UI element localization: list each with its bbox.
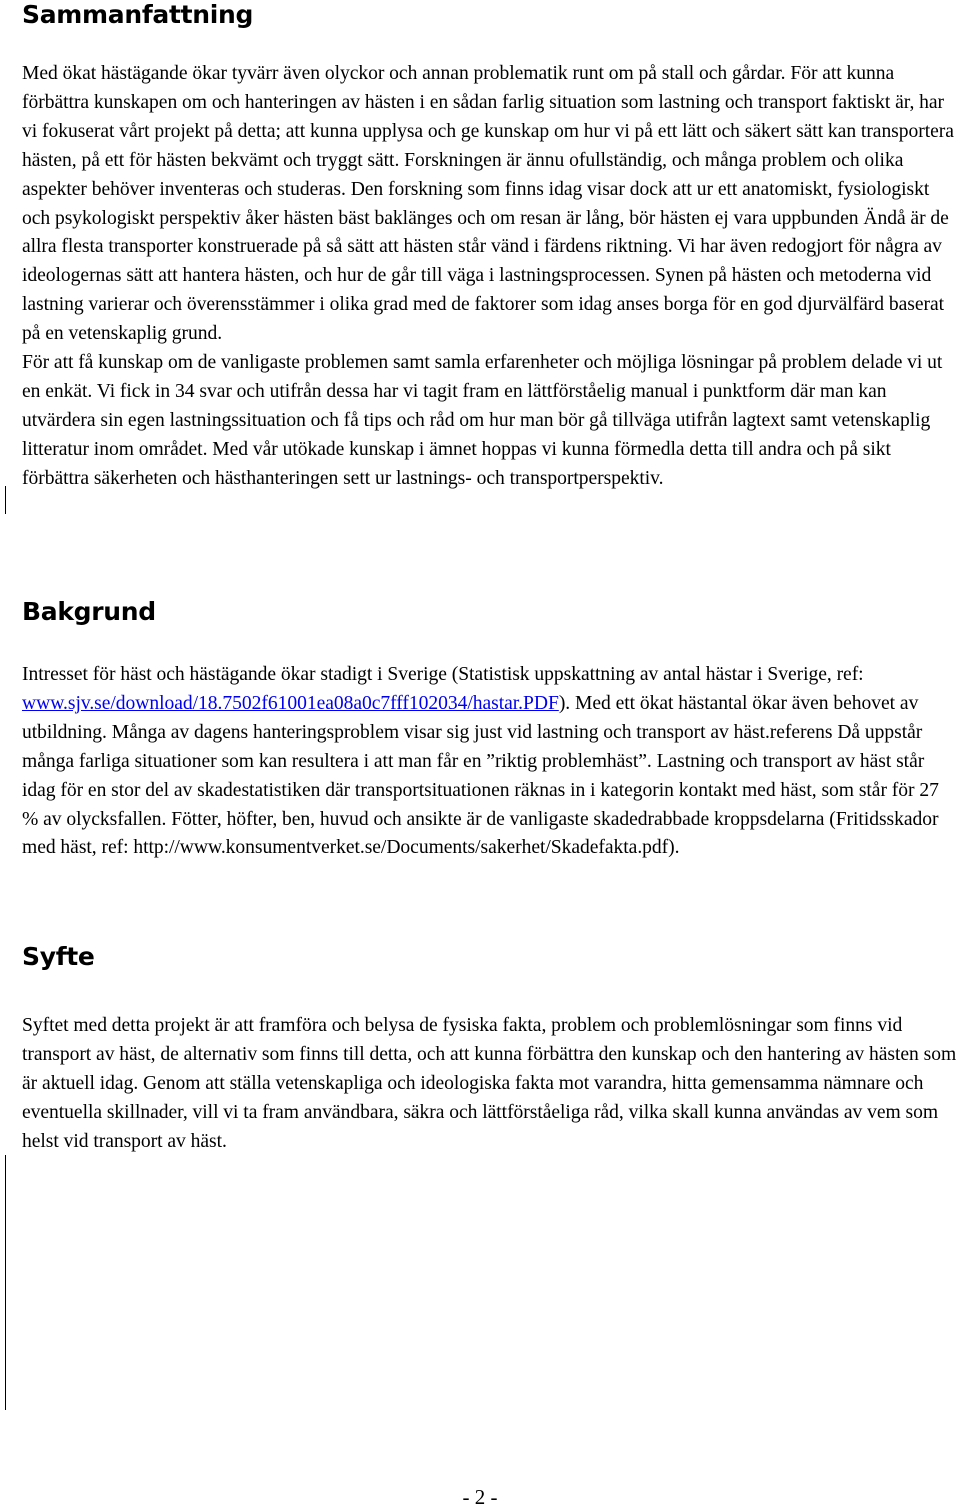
purpose-heading: Syfte — [22, 942, 95, 971]
background-paragraph — [22, 661, 957, 863]
purpose-paragraph: Syftet med detta projekt är att framföra och belysa de fysiska fakta, problem och problemlösningar som finns vid transport av häst, de alternativ som finns till detta, och att kunna förbättra den kunskap och den hantering av hästen som är aktuell idag. Genom att ställa vetenskapliga och ideologiska fakta mot varandra, hitta gemensamma nämnare och eventuella skillnader, vill vi ta fram användbara, säkra och lättförståeliga råd, vilka skall kunna användas av vem som helst vid transport av häst. — [22, 1015, 957, 1152]
summary-paragraph-1: Med ökat hästägande ökar tyvärr även olyckor och annan problematik runt om på stall och gårdar. För att kunna förbättra kunskapen om och hanteringen av hästen i en sådan farlig situation som lastning och transport faktiskt är, har vi fokuserat vårt projekt på detta; att kunna upplysa och ge kunskap om hur vi på ett lätt och säkert sätt kan transportera hästen, på ett för hästen bekvämt och tryggt sätt. Forskningen är ännu ofullständig, och många problem och olika aspekter behöver inventeras och studeras. Den forskning som finns idag visar dock att ur ett anatomiskt, fysiologiskt och psykologiskt perspektiv åker hästen bäst baklänges och om resan är lång, bör hästen ej vara uppbunden Ändå är de allra flesta transporter konstruerade på så sätt att hästen står vänd i färdens riktning. Vi har även redogjort för några av ideologernas sätt att hantera hästen, och hur de går till väga i lastningsprocessen. Synen på hästen och metoderna vid lastning varierar och överensstämmer i olika grad med de faktorer som idag anses borga för en god djurvälfärd baserat på en vetenskaplig grund. — [22, 63, 954, 345]
summary-heading: Sammanfattning — [22, 0, 254, 29]
sjv-statistics-link[interactable]: www.sjv.se/download/18.7502f61001ea08a0c7fff102034/hastar.PDF — [22, 692, 559, 714]
purpose-body — [22, 1012, 957, 1157]
revision-change-bar — [5, 1155, 6, 1410]
page-number: - 2 - — [462, 1485, 498, 1509]
background-body — [22, 661, 957, 863]
background-text-before-link: Intresset för häst och hästägande ökar stadigt i Sverige (Statistisk uppskattning av antal hästar i Sverige, ref: — [22, 664, 864, 685]
revision-change-bar — [5, 486, 6, 514]
background-heading: Bakgrund — [22, 597, 156, 626]
summary-paragraph-2: För att få kunskap om de vanligaste problemen samt samla erfarenheter och möjliga lösningar på problem delade vi ut en enkät. Vi fick in 34 svar och utifrån dessa har vi tagit fram en lättförståelig manual i punktform där man kan utvärdera sin egen lastningssituation och få tips och råd om hur man bör gå tillväga utifrån lagtext samt vetenskaplig litteratur inom området. Med vår utökade kunskap i ämnet hoppas vi kunna förmedla detta till andra och på sikt förbättra säkerheten och hästhanteringen sett ur lastnings- och transportperspektiv. — [22, 352, 943, 489]
background-text-after-link: ). Med ett ökat hästantal ökar även behovet av utbildning. Många av dagens hanteringsproblem visar sig just vid lastning och transport av häst.referens Då uppstår många farliga situationer som kan resultera i att man får en ”riktig problemhäst”. Lastning och transport av häst står idag för en stor del av skadestatistiken där transportsituationen räknas in i kategorin kontakt med häst, som står för 27 % av olycksfallen. Fötter, höfter, ben, huvud och ansikte är de vanligaste skadedrabbade kroppsdelarna (Fritidsskador med häst, ref: http://www.konsumentverket.se/Documents/sakerhet/Skadefakta.pdf). — [22, 692, 939, 859]
summary-body — [22, 60, 957, 494]
